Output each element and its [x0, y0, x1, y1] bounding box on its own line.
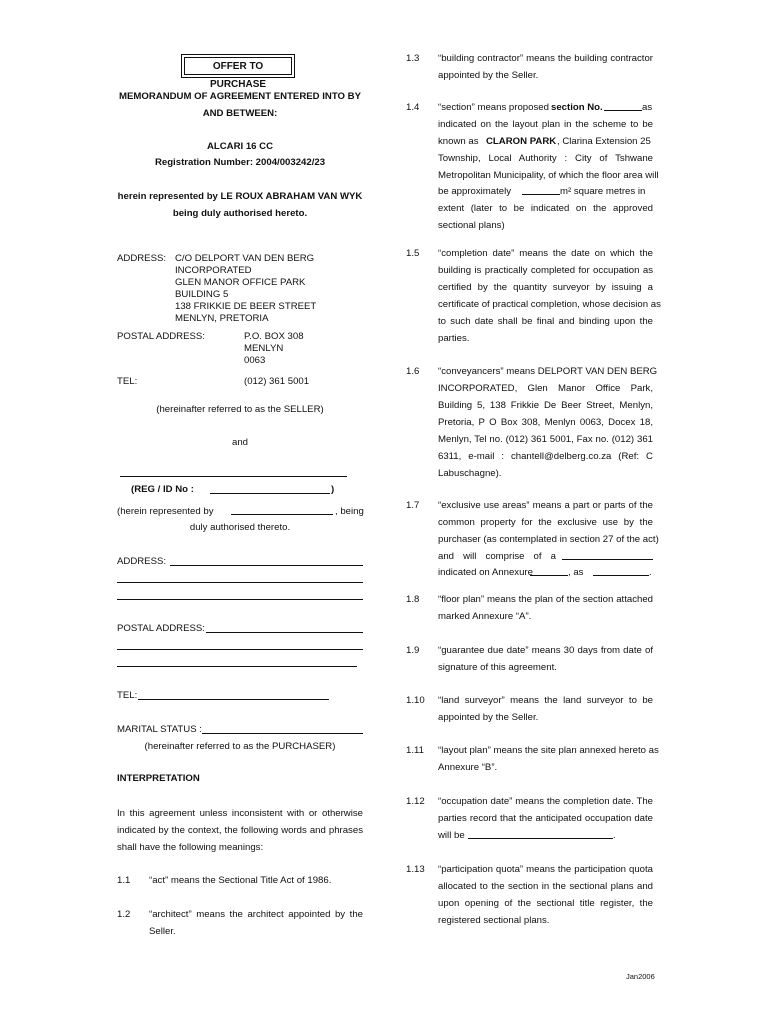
clause-1-13: [438, 864, 653, 932]
clause-line: INCORPORATED, Glen Manor Office Park,: [438, 383, 653, 394]
clause-number: 1.13: [406, 864, 425, 875]
clause-line: parties.: [438, 333, 470, 344]
seller-represented-line-2: being duly authorised hereto.: [172, 208, 308, 219]
purchaser-postal-field-2[interactable]: [117, 649, 363, 650]
clause-number: 1.10: [406, 695, 425, 706]
seller-address-line: MENLYN, PRETORIA: [175, 313, 269, 324]
clause-1-12-will-be: will be: [438, 830, 465, 841]
clause-line: parties record that the anticipated occupation date: [438, 813, 653, 824]
clause-1-4-approx: be approximately: [438, 186, 512, 197]
clause-number: 1.1: [117, 875, 131, 886]
clause-number: 1.8: [406, 594, 420, 605]
clause-line: marked Annexure “A”.: [438, 611, 532, 622]
clause-line: Pretoria, P O Box 308, Menlyn 0063, Docex 18,: [438, 417, 653, 428]
clause-1-4-sqm: m² square metres in: [560, 186, 646, 197]
reg-id-close: ): [331, 484, 335, 495]
clause-1-9: [438, 645, 653, 679]
clause-line: appointed by the Seller.: [438, 712, 539, 723]
section-number-field[interactable]: [604, 110, 642, 111]
clause-line: “layout plan” means the site plan annexed hereto as: [438, 745, 659, 756]
exclusive-use-field[interactable]: [562, 559, 653, 560]
purchaser-postal-field-3[interactable]: [117, 666, 357, 667]
clause-line: allocated to the section in the sectional plans and: [438, 881, 653, 892]
clause-1-11: [438, 745, 659, 779]
clause-1-4-as: as: [642, 102, 653, 113]
clause-1-7-annexure: indicated on Annexure: [438, 567, 533, 578]
clause-1-7-as: , as: [568, 567, 584, 578]
clause-line: appointed by the Seller.: [438, 70, 539, 81]
clause-line: “architect” means the architect appointed by the: [149, 909, 363, 920]
clause-line: purchaser (as contemplated in section 27 of the act): [438, 534, 659, 545]
seller-tel-value: (012) 361 5001: [244, 376, 310, 387]
clause-number: 1.9: [406, 645, 420, 656]
purchaser-tel-field[interactable]: [138, 699, 329, 700]
clause-1-1-text: “act” means the Sectional Title Act of 1986.: [149, 875, 332, 886]
clause-1-4-line: Township, Local Authority : City of Tshwane: [438, 153, 653, 164]
clause-line: “floor plan” means the plan of the section attached: [438, 594, 653, 605]
purchaser-representative-field[interactable]: [231, 514, 333, 515]
clause-1-4-line: indicated on the layout plan in the scheme to be: [438, 119, 653, 130]
clause-line: certified by the quantity surveyor by issuing a: [438, 282, 653, 293]
interpretation-intro: [117, 808, 363, 859]
annexure-field[interactable]: [530, 575, 568, 576]
clause-1-10: [438, 695, 653, 729]
clause-line: 6311, e-mail : chantell@delberg.co.za (Ref: C: [438, 451, 653, 462]
reg-id-field[interactable]: [210, 493, 330, 494]
clause-1-3: [438, 53, 653, 87]
clause-1-12-period: .: [613, 830, 616, 841]
seller-tel-label: TEL:: [117, 376, 138, 387]
clause-1-6: [438, 366, 658, 485]
clause-1-4-known-as: known as: [438, 136, 479, 147]
clause-1-8: [438, 594, 653, 628]
seller-address-line: BUILDING 5: [175, 289, 229, 300]
being-text: , being: [335, 506, 364, 517]
and-separator: and: [231, 437, 248, 448]
clause-line: “exclusive use areas” means a part or parts of the: [438, 500, 653, 511]
seller-postal-line: P.O. BOX 308: [244, 331, 304, 342]
seller-address-label: ADDRESS:: [117, 253, 167, 264]
clause-line: “land surveyor” means the land surveyor to be: [438, 695, 653, 706]
clause-line: “occupation date” means the completion date. The: [438, 796, 653, 807]
reg-id-label: (REG / ID No :: [131, 484, 194, 495]
clause-line: “conveyancers” means DELPORT VAN DEN BERG: [438, 366, 658, 377]
clause-line: common property for the exclusive use by the: [438, 517, 653, 528]
clause-line: Seller.: [149, 926, 176, 937]
annexure-as-field[interactable]: [593, 575, 649, 576]
clause-number: 1.5: [406, 248, 420, 259]
purchaser-tel-label: TEL:: [117, 690, 138, 701]
seller-reference: (hereinafter referred to as the SELLER): [156, 404, 324, 415]
clause-line: “guarantee due date” means 30 days from date of: [438, 645, 653, 656]
clause-line: registered sectional plans.: [438, 915, 550, 926]
seller-address-line: INCORPORATED: [175, 265, 252, 276]
intro-line: shall have the following meanings:: [117, 842, 264, 853]
clause-number: 1.6: [406, 366, 420, 377]
purchaser-postal-label: POSTAL ADDRESS:: [117, 623, 205, 634]
seller-address-line: GLEN MANOR OFFICE PARK: [175, 277, 306, 288]
seller-company: ALCARI 16 CC: [206, 141, 274, 152]
clause-1-2: [149, 909, 363, 943]
purchaser-address-field-1[interactable]: [170, 565, 363, 566]
clause-1-7: [438, 500, 659, 551]
seller-postal-label: POSTAL ADDRESS:: [117, 331, 205, 342]
occupation-date-field[interactable]: [468, 838, 613, 839]
clause-line: “building contractor” means the building contractor: [438, 53, 653, 64]
clause-line: to such date shall be final and binding upon the: [438, 316, 653, 327]
purchaser-reference: (hereinafter referred to as the PURCHASER): [144, 741, 336, 752]
seller-represented-line-1: herein represented by LE ROUX ABRAHAM VAN WYK: [117, 191, 363, 202]
purchaser-address-field-2[interactable]: [117, 582, 363, 583]
seller-postal-line: MENLYN: [244, 343, 284, 354]
clause-line: certificate of practical completion, whose decision as: [438, 299, 661, 310]
clause-1-4-line: sectional plans): [438, 220, 505, 231]
clause-line: Menlyn, Tel no. (012) 361 5001, Fax no. (012) 361: [438, 434, 653, 445]
footer-date: Jan2006: [626, 972, 655, 981]
clause-line: “participation quota” means the participation quota: [438, 864, 653, 875]
seller-postal-line: 0063: [244, 355, 266, 366]
clause-number: 1.7: [406, 500, 420, 511]
intro-line: indicated by the context, the following words and phrases: [117, 825, 363, 836]
memo-line-1: MEMORANDUM OF AGREEMENT ENTERED INTO BY: [119, 91, 361, 102]
clause-line: signature of this agreement.: [438, 662, 557, 673]
clause-number: 1.4: [406, 102, 420, 113]
memo-line-2: AND BETWEEN:: [202, 108, 278, 119]
clause-1-4-clarina: , Clarina Extension 25: [557, 136, 651, 147]
clause-1-4-section-no: section No.: [551, 102, 603, 113]
clause-1-4-line: extent (later to be indicated on the approved: [438, 203, 653, 214]
clause-line: building is practically completed for occupation as: [438, 265, 653, 276]
clause-line: Labuschagne).: [438, 468, 502, 479]
clause-number: 1.12: [406, 796, 425, 807]
floor-area-field[interactable]: [522, 194, 560, 195]
clause-number: 1.11: [406, 745, 424, 756]
seller-address-line: 138 FRIKKIE DE BEER STREET: [175, 301, 317, 312]
document-title: OFFER TO PURCHASE: [184, 57, 292, 75]
title-box: [181, 54, 295, 90]
purchaser-address-field-3[interactable]: [117, 599, 363, 600]
clause-1-4-claron-park: CLARON PARK: [486, 136, 557, 147]
marital-status-field[interactable]: [202, 733, 363, 734]
marital-status-label: MARITAL STATUS :: [117, 724, 202, 735]
purchaser-represented-label: (herein represented by: [117, 506, 214, 517]
clause-1-4-part: “section” means proposed: [438, 102, 549, 113]
interpretation-heading: INTERPRETATION: [117, 773, 200, 784]
duly-authorised-text: duly authorised thereto.: [189, 522, 291, 533]
purchaser-postal-field-1[interactable]: [206, 632, 363, 633]
clause-line: Annexure “B”.: [438, 762, 498, 773]
seller-address-line: C/O DELPORT VAN DEN BERG: [175, 253, 315, 264]
clause-1-7-comprise: and will comprise of a: [438, 551, 556, 562]
seller-registration: Registration Number: 2004/003242/23: [154, 157, 326, 168]
clause-line: upon opening of the sectional title register, the: [438, 898, 653, 909]
intro-line: In this agreement unless inconsistent with or otherwise: [117, 808, 363, 819]
purchaser-name-field[interactable]: [120, 476, 347, 477]
clause-number: 1.3: [406, 53, 420, 64]
purchaser-address-label: ADDRESS:: [117, 556, 167, 567]
clause-1-12: [438, 796, 653, 830]
clause-line: Building 5, 138 Frikkie De Beer Street, Menlyn,: [438, 400, 653, 411]
clause-1-5: [438, 248, 661, 350]
clause-1-7-period: .: [649, 567, 652, 578]
clause-line: “completion date” means the date on which the: [438, 248, 653, 259]
clause-number: 1.2: [117, 909, 131, 920]
clause-1-4-line: Metropolitan Municipality, of which the floor area will: [438, 170, 659, 181]
